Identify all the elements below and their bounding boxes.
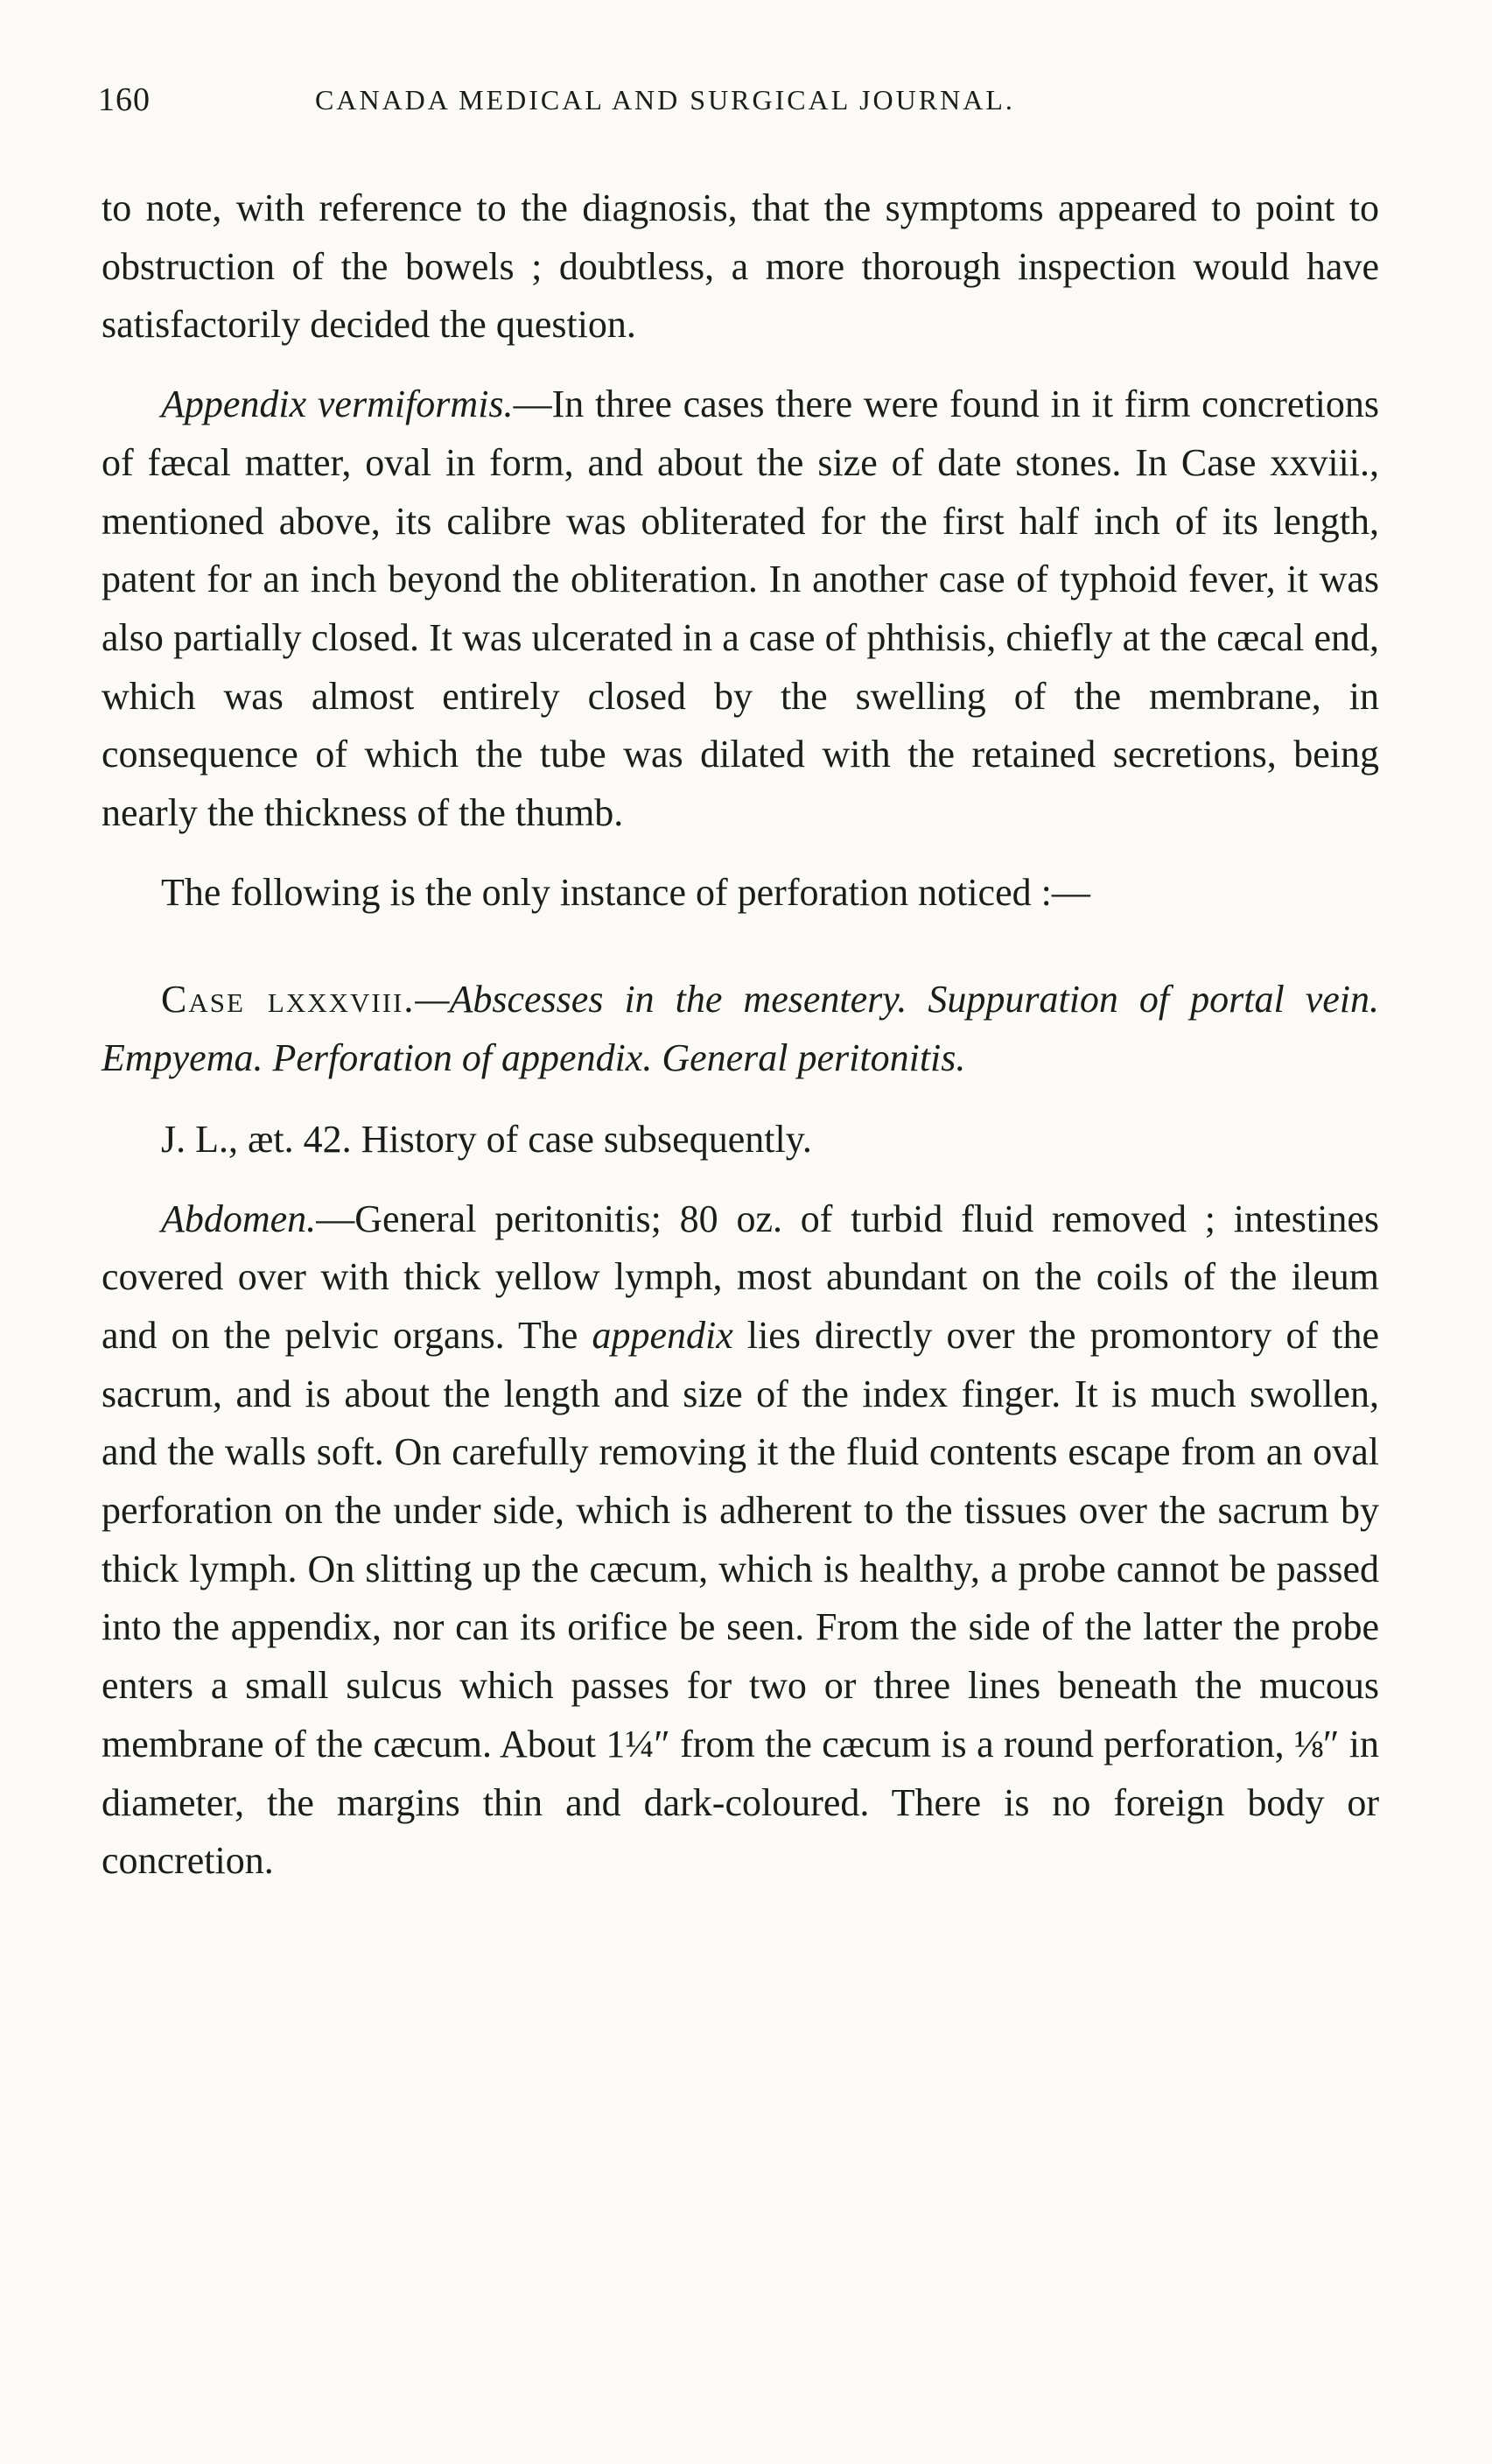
journal-title: CANADA MEDICAL AND SURGICAL JOURNAL. [315,84,1015,116]
case-heading [102,971,1379,1087]
paragraph-abdomen [102,1190,1379,1891]
paragraph-abdomen-text-1: —General peritonitis; 80 oz. of turbid fluid removed ; intestines covered over with thick yellow lymph, most abundant on the coils of the ileum and on the pelvic organs. The [102,1197,1379,1357]
page-number: 160 [98,81,151,118]
appendix-term: appendix [592,1313,733,1357]
article-body [102,179,1379,1891]
case-label: Case lxxxviii. [161,978,416,1021]
case-history [102,1111,1379,1169]
paragraph-perforation-intro [102,864,1379,923]
paragraph-abdomen-text-2: lies directly over the promontory of the sacrum, and is about the length and size of the index finger. It is much swollen, and the walls soft. On carefully removing it the fluid contents escape from an oval perforation on the under side, which is adherent to the tissues over the sacrum by thick lymph. On slitting up the cæcum, which is healthy, a probe cannot be passed into the appendix, nor can its orifice be seen. From the side of the latter the probe enters a small sulcus which passes for two or three lines beneath the mucous membrane of the cæcum. About 1¼″ from the cæcum is a round perforation, ⅛″ in diameter, the margins thin and dark-coloured. There is no foreign body or concretion. [102,1313,1379,1883]
section-heading-appendix-vermiformis: Appendix vermiformis. [161,383,514,426]
section-heading-abdomen: Abdomen. [161,1197,317,1240]
paragraph-diagnosis-text: to note, with reference to the diagnosis, that the symptoms appeared to point to obstruction of the bowels ; doubtless, a more thorough inspection would have satisfactorily decided the question. [102,186,1379,347]
paragraph-appendix-vermiformis [102,376,1379,843]
paragraph-diagnosis [102,179,1379,355]
case-title: —Abscesses in the mesentery. Suppuration of portal vein. Empyema. Perforation of appendix. General peritonitis. [102,978,1379,1080]
paragraph-appendix-vermiformis-text: —In three cases there were found in it firm concretions of fæcal matter, oval in form, and about the size of date stones. In Case xxviii., mentioned above, its calibre was obliterated for the first half inch of its length, patent for an inch beyond the obliteration. In another case of typhoid fever, it was also partially closed. It was ulcerated in a case of phthisis, chiefly at the cæcal end, which was almost entirely closed by the swelling of the membrane, in consequence of which the tube was dilated with the retained secretions, being nearly the thickness of the thumb. [102,383,1379,835]
case-history-text: J. L., æt. 42. History of case subsequently. [161,1117,812,1161]
paragraph-perforation-intro-text: The following is the only instance of perforation noticed :— [161,870,1090,914]
